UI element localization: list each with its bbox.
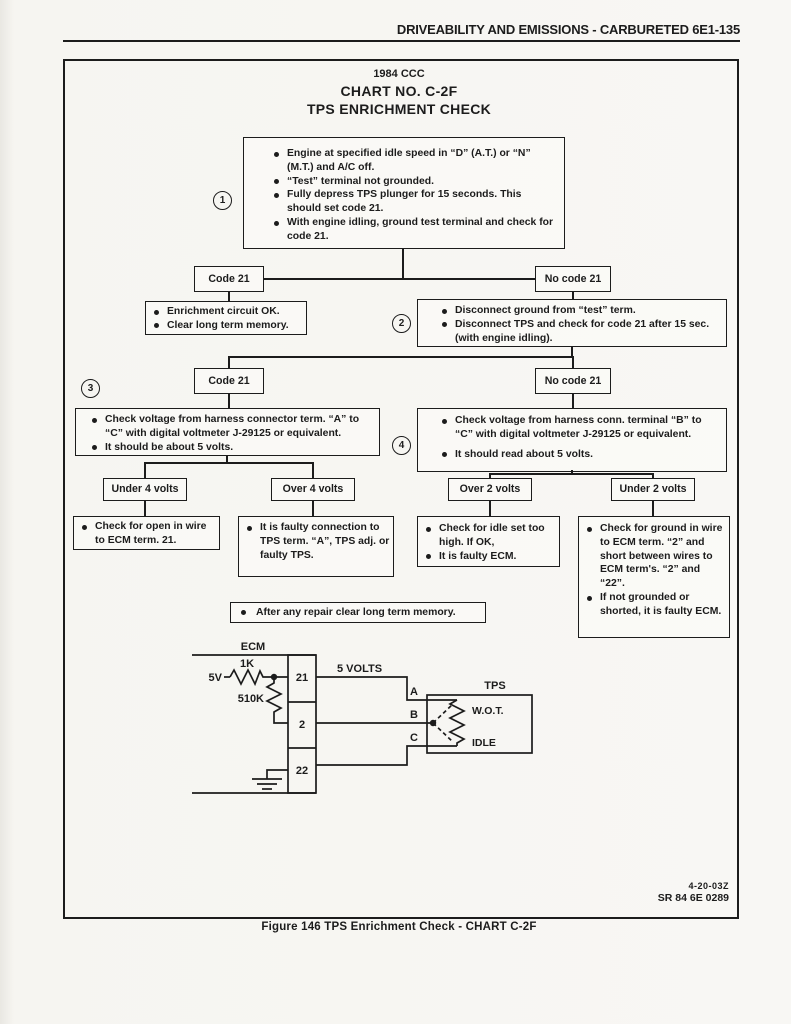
- list-item: [274, 216, 558, 244]
- list-item: [426, 550, 557, 564]
- bullet-icon: [587, 596, 592, 601]
- list-item: [154, 319, 300, 333]
- bullet-text: Check voltage from harness connector term. “A” to “C” with digital voltmeter J-29125 or equivalent.: [105, 414, 360, 439]
- label-text: Over 4 volts: [282, 483, 344, 496]
- bullet-icon: [442, 419, 447, 424]
- connector-line: [228, 356, 573, 358]
- connector-line: [652, 501, 654, 516]
- idle-label: IDLE: [472, 737, 496, 749]
- wire-c: [316, 746, 457, 765]
- connector-line: [144, 501, 146, 516]
- label-text: No code 21: [544, 374, 602, 387]
- bullet-icon: [274, 152, 279, 157]
- label-text: Over 2 volts: [459, 483, 521, 496]
- connector-line: [489, 501, 491, 516]
- list-item: [154, 305, 300, 319]
- connector-line: [228, 356, 230, 368]
- bullet-text: “Test” terminal not grounded.: [287, 175, 435, 187]
- wot-label: W.O.T.: [472, 705, 504, 717]
- junction-node: [271, 674, 277, 680]
- bullet-icon: [92, 418, 97, 423]
- page-header: DRIVEABILITY AND EMISSIONS - CARBURETED 6E1-135: [396, 22, 740, 37]
- terminal-22-label: 22: [295, 765, 309, 777]
- step-number-2: 2: [392, 314, 411, 333]
- bullet-icon: [274, 193, 279, 198]
- ground-lead: [267, 770, 288, 779]
- supply-label: 5V: [208, 672, 222, 684]
- connector-line: [572, 292, 574, 299]
- connector-line: [572, 356, 574, 368]
- circuit-wires: [192, 655, 532, 793]
- step2-box: [417, 299, 727, 347]
- connector-line: [312, 501, 314, 516]
- bullet-icon: [92, 445, 97, 450]
- over-4-volts-label: [271, 478, 355, 501]
- tps-label: TPS: [484, 680, 506, 692]
- result-under4-box: [73, 516, 220, 550]
- bullet-icon: [587, 527, 592, 532]
- bullet-icon: [442, 452, 447, 457]
- bullet-icon: [241, 610, 246, 615]
- revision-code: 4-20-03Z: [688, 881, 729, 891]
- tps-potentiometer: [450, 700, 464, 746]
- label-text: No code 21: [544, 272, 602, 285]
- bullet-icon: [247, 526, 252, 531]
- bullet-text: Check for ground in wire to ECM term. “2” and short between wires to ECM term's. “2” and “22”.: [600, 523, 723, 590]
- pin-a-label: A: [410, 686, 418, 698]
- list-item: [442, 304, 720, 318]
- bullet-text: Enrichment circuit OK.: [167, 306, 280, 317]
- bullet-text: Check for idle set too high. If OK,: [439, 523, 545, 548]
- result-over2-box: [417, 516, 560, 567]
- bullet-text: Disconnect ground from “test” term.: [455, 305, 636, 316]
- step-number-4: 4: [392, 436, 411, 455]
- connector-line: [264, 278, 535, 280]
- step-number-3: 3: [81, 379, 100, 398]
- connector-line: [572, 394, 574, 408]
- list-item: [587, 522, 726, 591]
- step1-box: [243, 137, 565, 249]
- branch1-code21-label: [194, 266, 264, 292]
- note-text: After any repair clear long term memory.: [256, 606, 456, 618]
- bullet-icon: [154, 323, 159, 328]
- branch2-nocode21-label: [535, 368, 611, 394]
- bullet-icon: [426, 527, 431, 532]
- connector-line: [402, 249, 404, 280]
- connector-line: [144, 462, 314, 464]
- label-text: Under 4 volts: [111, 483, 179, 496]
- connector-line: [228, 394, 230, 408]
- connector-line: [144, 462, 146, 478]
- header-rule: [63, 40, 740, 42]
- bullet-text: It is faulty ECM.: [439, 550, 517, 562]
- bullet-text: Check voltage from harness conn. terminal “B” to “C” with digital voltmeter J-29125 or equivalent.: [455, 415, 702, 440]
- bullet-text: Clear long term memory.: [167, 319, 289, 331]
- bullet-icon: [426, 554, 431, 559]
- enrichment-ok-box: [145, 301, 307, 335]
- title-check: TPS ENRICHMENT CHECK: [306, 101, 492, 117]
- bullet-icon: [82, 525, 87, 530]
- bullet-icon: [274, 221, 279, 226]
- bullet-text: If not grounded or shorted, it is faulty ECM.: [600, 592, 722, 617]
- connector-line: [312, 462, 314, 478]
- under-2-volts-label: [611, 478, 695, 501]
- terminal-21-label: 21: [295, 672, 309, 684]
- list-item: [274, 147, 558, 175]
- list-item: [274, 175, 558, 189]
- resistor-1k-label: 1K: [239, 658, 255, 670]
- connector-line: [228, 292, 230, 301]
- bullet-icon: [442, 322, 447, 327]
- list-item: [442, 318, 720, 346]
- label-text: Code 21: [208, 374, 250, 387]
- list-item: [442, 414, 720, 442]
- label-text: Code 21: [208, 272, 250, 285]
- result-over4-box: [238, 516, 394, 577]
- list-item: [92, 413, 375, 441]
- reference-codes: [658, 881, 729, 904]
- list-item: [442, 448, 720, 462]
- list-item: [82, 520, 217, 548]
- ecm-label: ECM: [240, 641, 266, 653]
- over-2-volts-label: [448, 478, 532, 501]
- bullet-text: It should read about 5 volts.: [455, 448, 593, 460]
- wire-a: [316, 677, 457, 700]
- bullet-text: It is faulty connection to TPS term. “A”, TPS adj. or faulty TPS.: [260, 522, 390, 561]
- list-item: [92, 441, 375, 455]
- repair-note-box: [230, 602, 486, 623]
- under-4-volts-label: [103, 478, 187, 501]
- wiper-arm: [433, 704, 453, 723]
- bullet-text: With engine idling, ground test terminal and check for code 21.: [287, 217, 554, 242]
- bullet-icon: [274, 179, 279, 184]
- resistor-1k: [230, 670, 288, 684]
- resistor-510k: [267, 677, 288, 723]
- figure-caption: Figure 146 TPS Enrichment Check - CHART C-2F: [261, 921, 537, 933]
- resistor-510k-label: 510K: [237, 693, 264, 705]
- bullet-text: It should be about 5 volts.: [105, 441, 234, 453]
- pin-b-label: B: [410, 709, 418, 721]
- bullet-text: Engine at specified idle speed in “D” (A.T.) or “N” (M.T.) and A/C off.: [287, 148, 531, 173]
- sr-number: SR 84 6E 0289: [657, 892, 729, 904]
- step3-box: [75, 408, 380, 456]
- tps-circuit-diagram: [185, 638, 540, 803]
- wiper-node: [430, 720, 436, 726]
- bullet-text: Disconnect TPS and check for code 21 after 15 sec. (with engine idling).: [455, 318, 710, 344]
- step4-box: [417, 408, 727, 472]
- terminal-2-label: 2: [298, 719, 306, 731]
- 5-volts-label: 5 VOLTS: [337, 663, 383, 675]
- step-number-1: 1: [213, 191, 232, 210]
- pin-c-label: C: [410, 732, 418, 744]
- bullet-text: Check for open in wire to ECM term. 21.: [95, 521, 207, 546]
- branch1-nocode21-label: [535, 266, 611, 292]
- list-item: [247, 521, 391, 562]
- title-chart-no: CHART NO. C-2F: [340, 83, 458, 99]
- bullet-icon: [442, 309, 447, 314]
- result-under2-box: [578, 516, 730, 638]
- branch2-code21-label: [194, 368, 264, 394]
- bullet-icon: [154, 310, 159, 315]
- connector-line: [489, 473, 654, 475]
- title-year: 1984 CCC: [373, 68, 425, 80]
- list-item: [274, 188, 558, 216]
- list-item: [426, 522, 557, 550]
- list-item: [587, 591, 726, 619]
- bullet-text: Fully depress TPS plunger for 15 seconds. This should set code 21.: [287, 189, 522, 215]
- label-text: Under 2 volts: [619, 483, 687, 496]
